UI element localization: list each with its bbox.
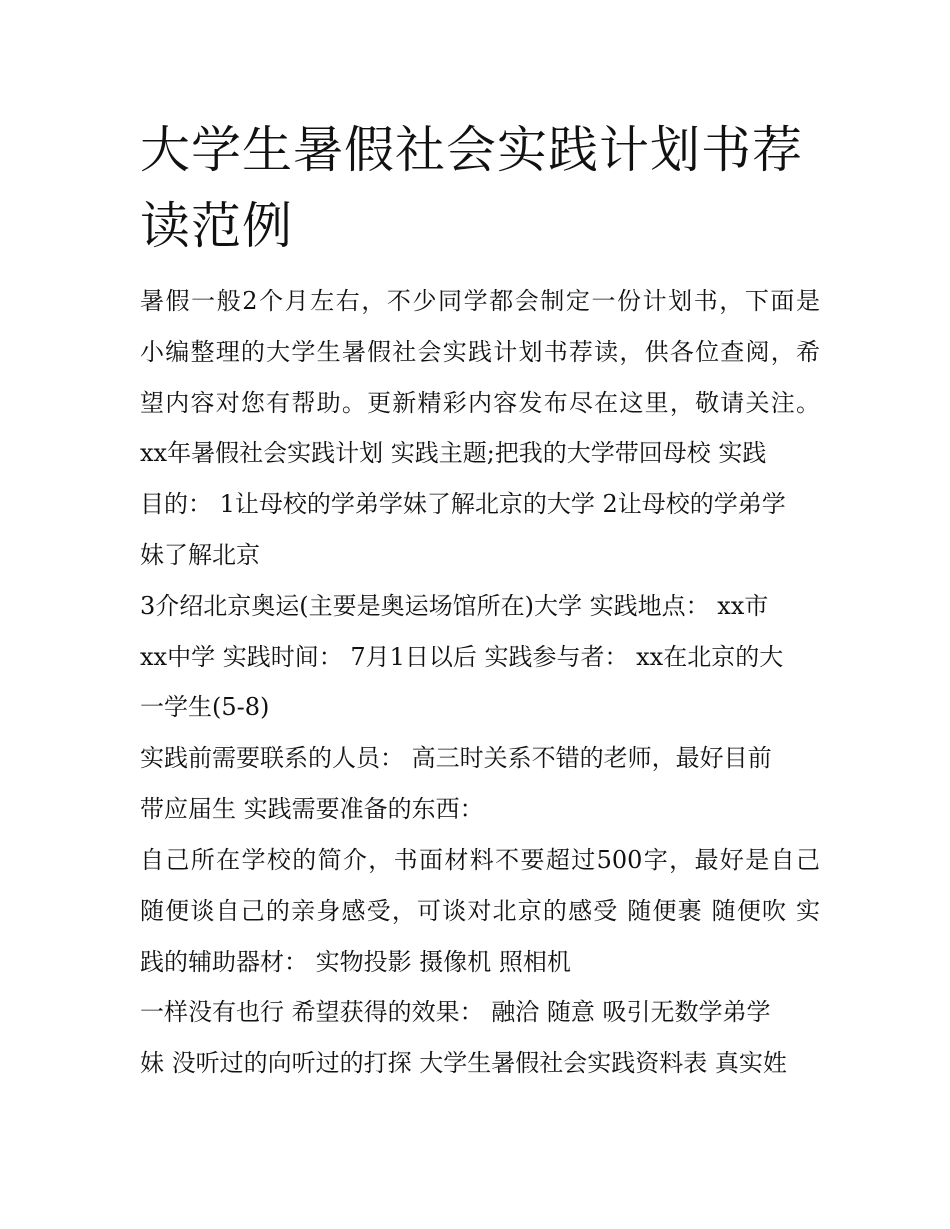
body-line: 带应届生 实践需要准备的东西： — [140, 795, 484, 823]
body-line: 小编整理的大学生暑假社会实践计划书荐读，供各位查阅，希 — [140, 338, 820, 366]
body-line: 3介绍北京奥运(主要是奥运场馆所在)大学 实践地点： xx市 — [140, 592, 769, 620]
body-line: 实践前需要联系的人员： 高三时关系不错的老师，最好目前 — [140, 744, 772, 772]
body-line: 随便谈自己的亲身感受，可谈对北京的感受 随便裹 随便吹 实 — [140, 897, 820, 925]
title-line: 大学生暑假社会实践计划书荐 — [140, 121, 803, 179]
body-line: xx年暑假社会实践计划 实践主题;把我的大学带回母校 实践 — [140, 439, 767, 467]
document-title — [140, 112, 820, 264]
body-line: 目的： 1让母校的学弟学妹了解北京的大学 2让母校的学弟学 — [140, 490, 786, 518]
body-line: 一样没有也行 希望获得的效果： 融洽 随意 吸引无数学弟学 — [140, 998, 771, 1026]
title-line: 读范例 — [140, 197, 293, 255]
body-line: 妹 没听过的向听过的打探 大学生暑假社会实践资料表 真实姓 — [140, 1049, 787, 1077]
body-line: 望内容对您有帮助。更新精彩内容发布尽在这里，敬请关注。 — [140, 389, 820, 417]
body-line: 妹了解北京 — [140, 541, 260, 569]
body-line: 暑假一般2个月左右，不少同学都会制定一份计划书，下面是 — [140, 287, 820, 315]
body-line: xx中学 实践时间： 7月1日以后 实践参与者： xx在北京的大 — [140, 643, 784, 671]
body-line: 一学生(5-8) — [140, 693, 270, 721]
body-line: 自己所在学校的简介，书面材料不要超过500字，最好是自己 — [140, 846, 820, 874]
body-line: 践的辅助器材： 实物投影 摄像机 照相机 — [140, 948, 571, 976]
